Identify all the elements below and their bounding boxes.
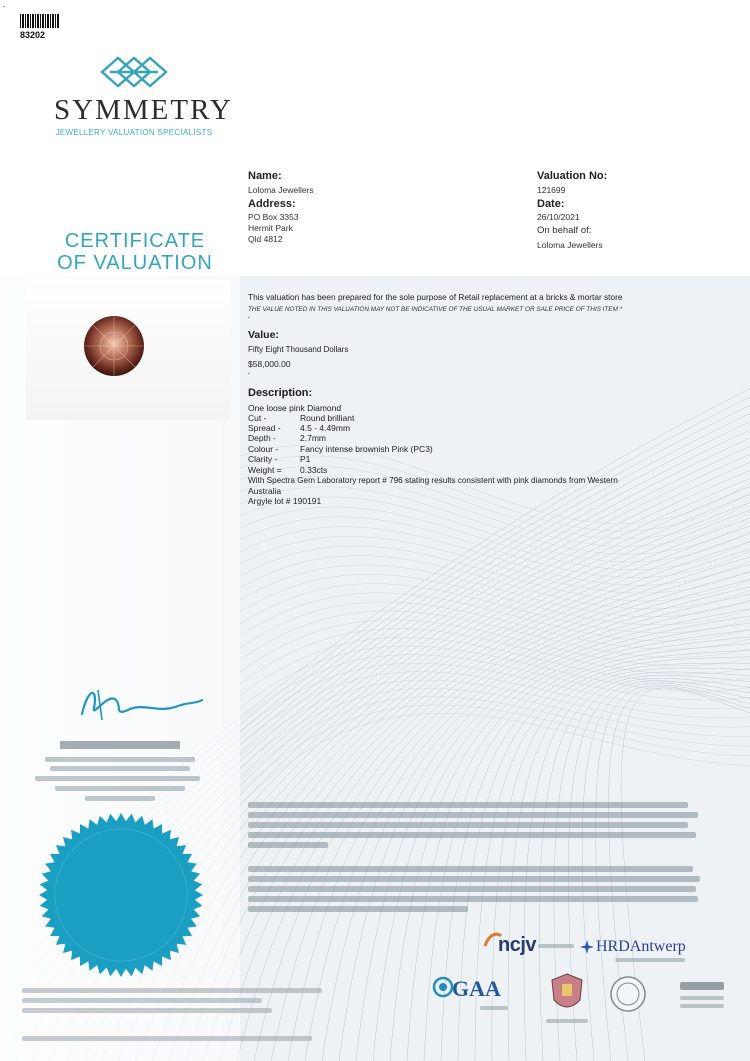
value-in-words: Fifty Eight Thousand Dollars [248, 345, 349, 354]
alw-caption [680, 996, 724, 1000]
address-line-3: Qld 4812 [248, 234, 283, 244]
report-line-1: With Spectra Gem Laboratory report # 796 stating results consistent with pink diamonds from Western [248, 476, 618, 485]
brand-tagline: JEWELLERY VALUATION SPECIALISTS [55, 128, 213, 137]
hrd-caption [615, 958, 685, 962]
valuer-signature [68, 680, 208, 728]
desc-spread [248, 423, 350, 433]
fine-print-line [248, 876, 700, 882]
desc-clarity [248, 454, 310, 464]
barcode-number: 83202 [20, 30, 46, 40]
disclaimer-dash: - [248, 315, 251, 322]
desc-value: P1 [300, 454, 311, 464]
footer-line [22, 1008, 272, 1013]
name-label: Name: [248, 170, 282, 182]
valuation-number-label: Valuation No: [537, 170, 608, 182]
fine-print-line [248, 832, 696, 838]
desc-key: Colour - [248, 444, 279, 454]
desc-cut [248, 413, 354, 423]
desc-value: 0.33cts [300, 465, 328, 475]
address-label: Address: [248, 198, 296, 210]
purpose-disclaimer: THE VALUE NOTED IN THIS VALUATION MAY NOT BE INDICATIVE OF THE USUAL MARKET OR SALE PRICE OF THIS ITEM * [248, 306, 623, 313]
gaa-caption [480, 1006, 508, 1010]
on-behalf-label: On behalf of: [537, 225, 592, 236]
report-line-2: Australia [248, 486, 282, 496]
valuer-name-blur [60, 741, 180, 749]
date-label: Date: [537, 198, 565, 210]
certificate-title-line2: OF VALUATION [57, 252, 213, 274]
certification-seal [36, 810, 206, 980]
desc-key: Weight = [248, 465, 282, 475]
fine-print-line [248, 896, 698, 902]
footer-line [22, 1036, 312, 1041]
credential-line [85, 796, 155, 801]
desc-value: 4.5 - 4.49mm [300, 423, 351, 433]
address-line-1: PO Box 3353 [248, 212, 299, 222]
description-intro: One loose pink Diamond [248, 403, 342, 413]
desc-value: 2.7mm [300, 433, 326, 443]
credential-line [55, 786, 185, 791]
fine-print-line [248, 802, 688, 808]
crest-caption [546, 1019, 588, 1023]
credential-line [50, 766, 190, 771]
ncjv-logo: ncjv [498, 934, 537, 956]
diamond-photo [26, 280, 231, 420]
fine-print-line [248, 906, 468, 912]
argyle-lot: Argyle lot # 190191 [248, 496, 322, 506]
desc-depth [248, 433, 326, 443]
brand-logo [54, 54, 233, 137]
certificate-title-line1: CERTIFICATE [64, 230, 206, 252]
fine-print-line [248, 886, 696, 892]
desc-colour [248, 444, 433, 454]
certificate-title [40, 230, 230, 274]
fine-print-line [248, 822, 688, 828]
value-label: Value: [248, 329, 279, 341]
credential-line [35, 776, 200, 781]
purpose-statement: This valuation has been prepared for the sole purpose of Retail replacement at a bricks & mortar store [248, 292, 623, 302]
client-name: Loloma Jewellers [248, 185, 314, 195]
value-dash: - [248, 371, 251, 378]
desc-key: Clarity - [248, 454, 278, 464]
barcode-bars [20, 14, 60, 28]
corner-mark: • [3, 5, 6, 11]
address-line-2: Hermit Park [248, 223, 293, 233]
desc-key: Spread - [248, 423, 281, 433]
barcode [20, 14, 60, 40]
hrd-star-icon [580, 940, 594, 954]
ncjv-caption [538, 944, 574, 948]
desc-key: Cut - [248, 413, 267, 423]
footer-line [22, 988, 322, 993]
alw-logo [680, 982, 724, 990]
gaa-globe-icon [432, 976, 454, 998]
description-label: Description: [248, 387, 313, 399]
credential-line [45, 757, 195, 762]
value-amount: $58,000.00 [248, 359, 291, 369]
fine-print-line [248, 812, 698, 818]
valuation-number: 121699 [537, 185, 566, 195]
alw-caption [680, 1004, 724, 1008]
crest-icon [550, 972, 584, 1016]
desc-value: Fancy intense brownish Pink (PC3) [300, 444, 433, 454]
desc-value: Round brilliant [300, 413, 355, 423]
round-seal-icon [608, 974, 648, 1014]
fine-print-line [248, 866, 693, 872]
fine-print-line [248, 842, 328, 848]
footer-line [22, 998, 262, 1003]
diamond-image [26, 280, 231, 420]
desc-key: Depth - [248, 433, 276, 443]
valuation-date: 26/10/2021 [537, 212, 580, 222]
diamond-lattice-icon [98, 54, 170, 90]
on-behalf-name: Loloma Jewellers [537, 240, 603, 250]
brand-name: SYMMETRY [54, 94, 233, 126]
hrd-antwerp-logo: HRDAntwerp [596, 938, 686, 955]
desc-weight [248, 465, 327, 475]
gaa-logo: GAA [452, 976, 501, 1001]
